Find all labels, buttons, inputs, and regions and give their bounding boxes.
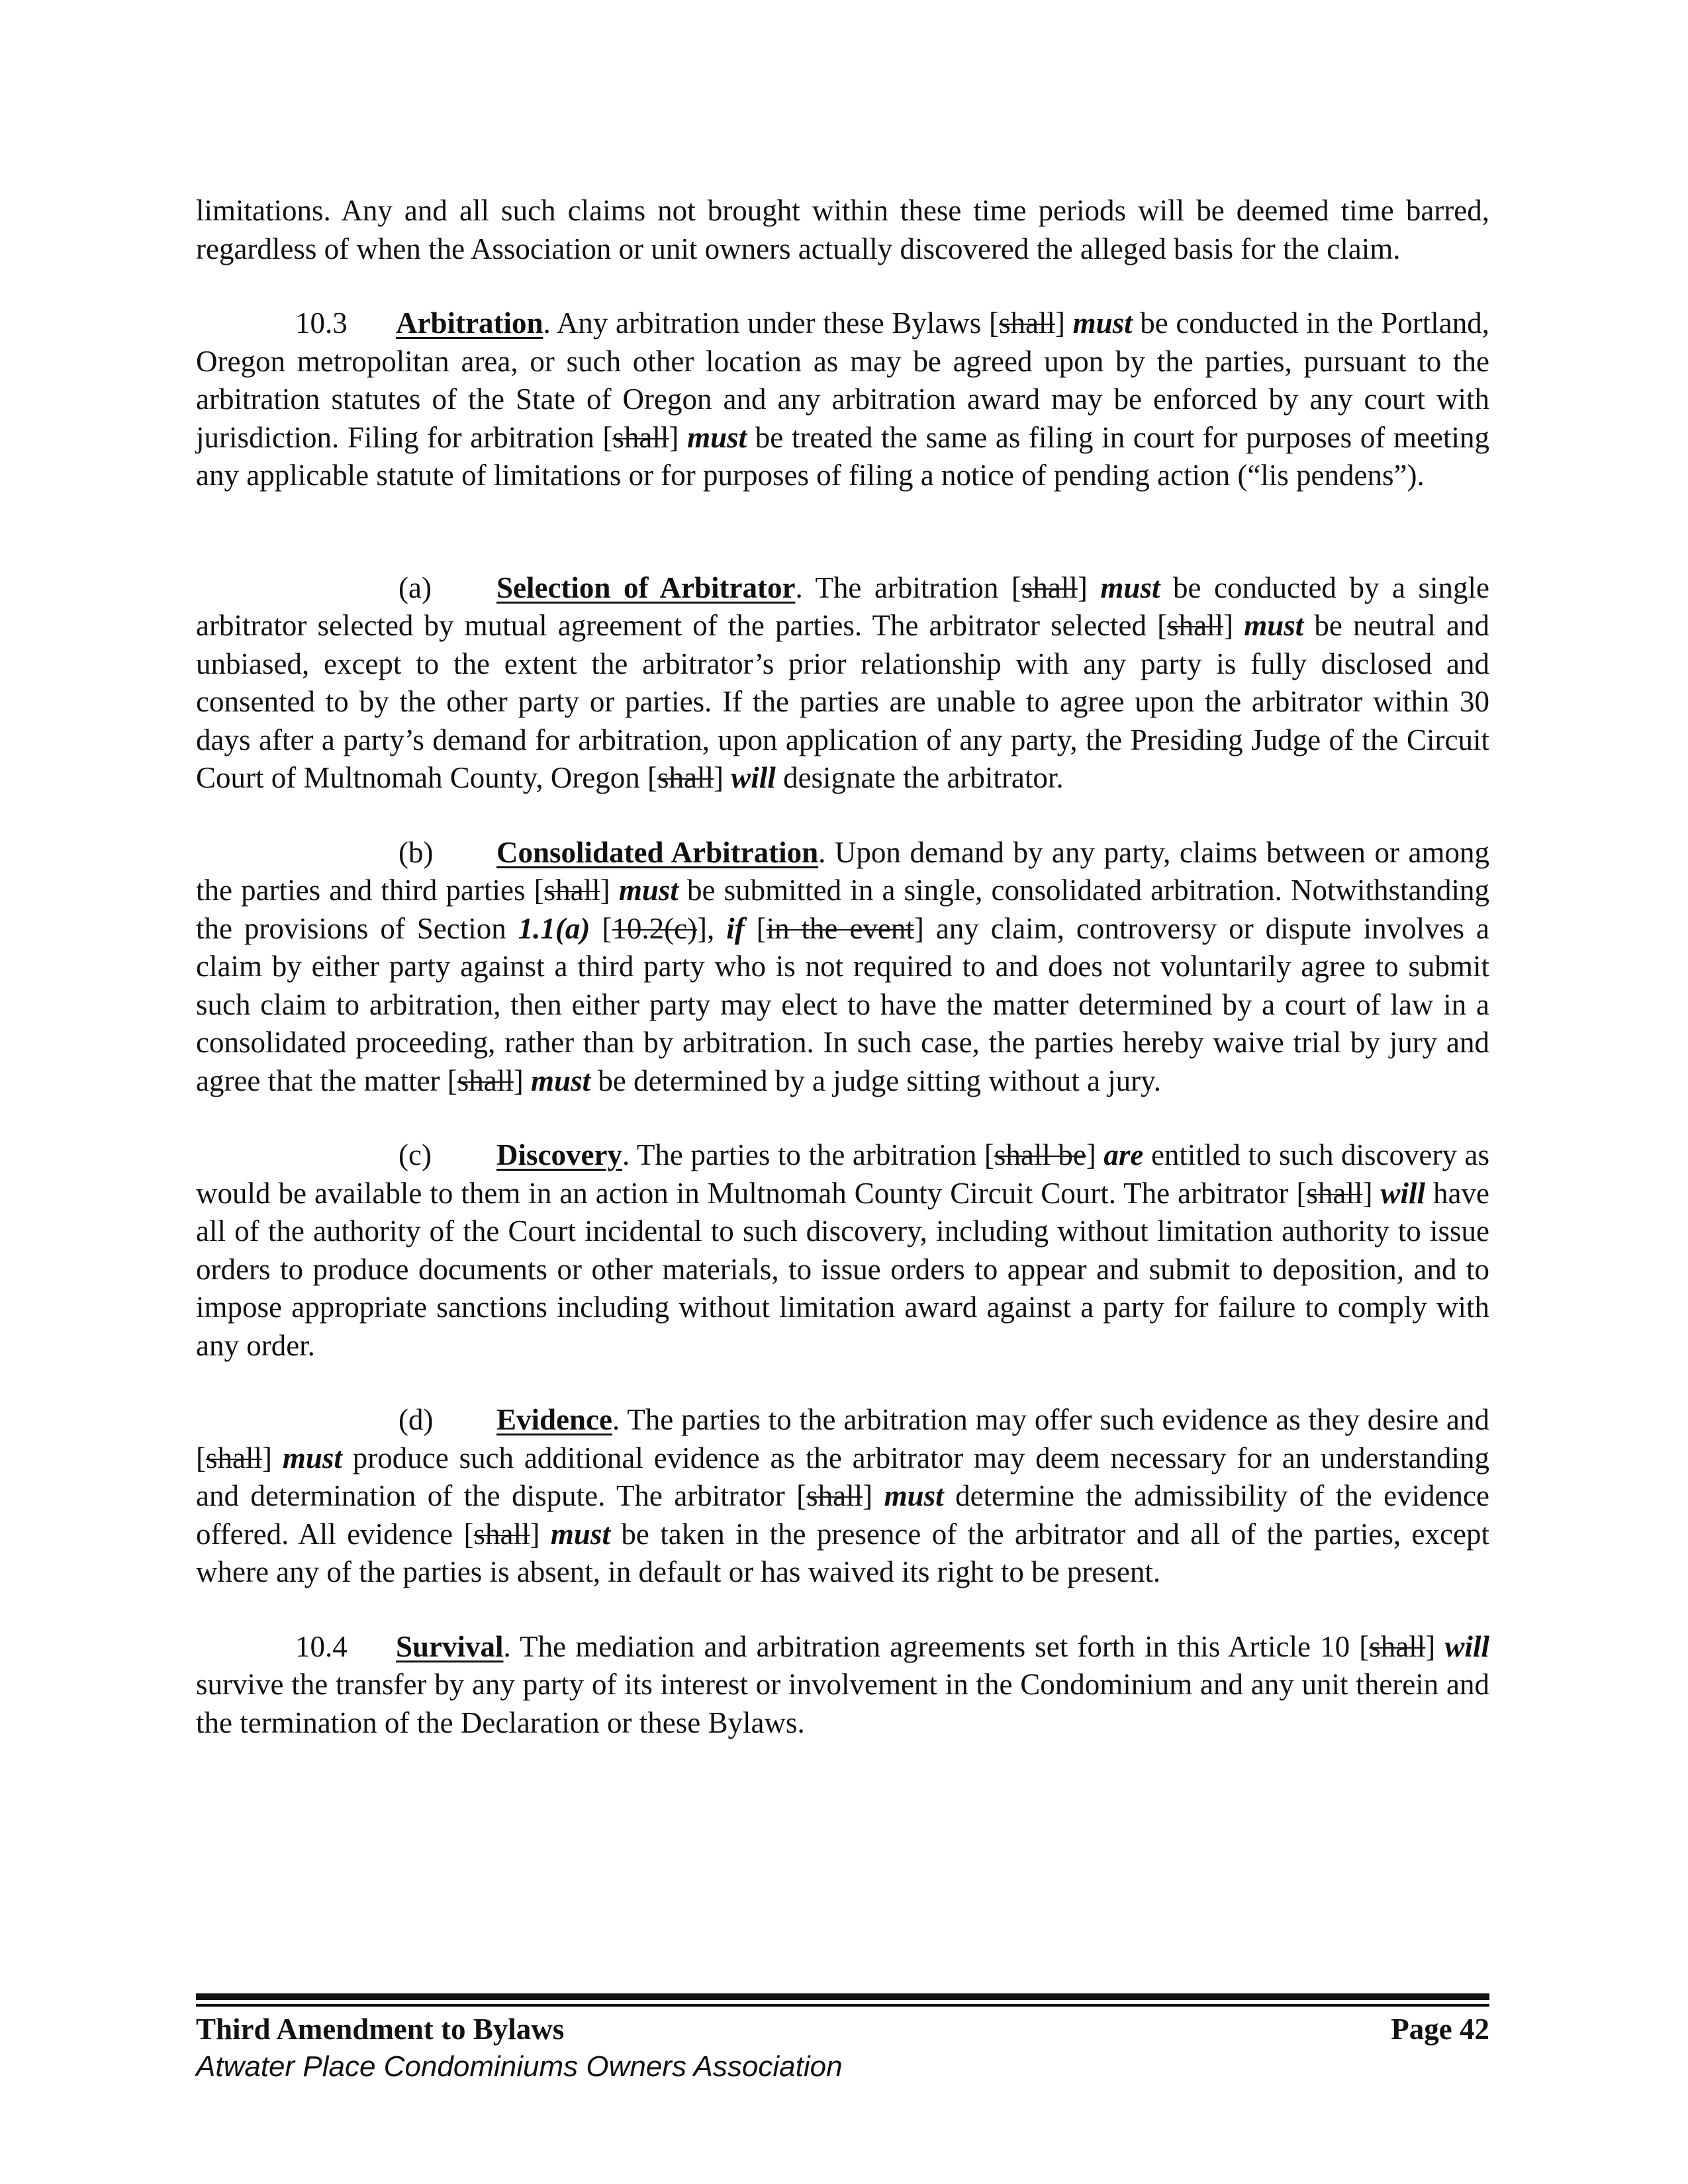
deleted-text: shall be <box>994 1138 1086 1171</box>
deleted-text: in the event <box>766 911 914 945</box>
section-10-3: 10.3 Arbitration. Any arbitration under these Bylaws [shall] must be conducted in the Portland, Oregon metropolitan area, or such other location as may be agreed upon by the parties, pursuant to the arbitration statutes of the State of Oregon and any arbitration award may be enforced by any court with jurisdiction. Filing for arbitration [shall] must be treated the same as filing in court for purposes of meeting any applicable statute of limitations or for purposes of filing a notice of pending action (“lis pendens”). <box>196 304 1489 495</box>
deleted-text: shall <box>612 420 669 454</box>
inserted-text: must <box>1072 306 1133 340</box>
paragraph-limitations: limitations. Any and all such claims not brought within these time periods will be deemed time barred, regardless of when the Association or unit owners actually discovered the alleged basis for the claim. <box>196 194 1489 265</box>
inserted-text: 1.1(a) <box>518 911 590 945</box>
inserted-text: will <box>731 761 776 794</box>
page-number: Page 42 <box>1391 2013 1489 2046</box>
footer-rule-thin <box>196 2004 1489 2007</box>
body-text <box>196 192 1489 1742</box>
inserted-text: if <box>726 911 745 945</box>
section-number: 10.4 <box>295 1629 348 1663</box>
subsection-c: (c) Discovery. The parties to the arbitration [shall be] are entitled to such discovery as would be available to them in an action in Multnomah County Circuit Court. The arbitrator [shall] will have all of the authority of the Court incidental to such discovery, including without limitation authority to issue orders to produce documents or other materials, to issue orders to appear and submit to deposition, and to impose appropriate sanctions including without limitation award against a party for failure to comply with any order. <box>196 1136 1489 1365</box>
subsection-letter: (b) <box>399 835 434 869</box>
deleted-text: shall <box>457 1064 514 1097</box>
inserted-text: will <box>1444 1629 1489 1663</box>
deleted-text: shall <box>206 1441 262 1475</box>
inserted-text: must <box>687 420 747 454</box>
deleted-text: 10.2(c) <box>612 911 698 945</box>
deleted-text: shall <box>1021 570 1078 604</box>
section-10-4: 10.4 Survival. The mediation and arbitration agreements set forth in this Article 10 [shall] will survive the transfer by any party of its interest or involvement in the Condominium and any unit therein and the termination of the Declaration or these Bylaws. <box>196 1628 1489 1743</box>
deleted-text: shall <box>543 874 600 907</box>
subsection-letter: (a) <box>399 570 432 604</box>
section-heading: Arbitration <box>396 306 543 340</box>
inserted-text: must <box>282 1441 342 1475</box>
subsection-b: (b) Consolidated Arbitration. Upon demand by any party, claims between or among the parties and third parties [shall] must be submitted in a single, consolidated arbitration. Notwithstanding the provisions of Section 1.1(a) [10.2(c)], if [in the event] any claim, controversy or dispute involves a claim by either party against a third party who is not required to and does not voluntarily agree to submit such claim to arbitration, then either party may elect to have the matter determined by a court of law in a consolidated proceeding, rather than by arbitration. In such case, the parties hereby waive trial by jury and agree that the matter [shall] must be determined by a judge sitting without a jury. <box>196 834 1489 1101</box>
footer-document-title: Third Amendment to Bylaws <box>196 2013 565 2046</box>
subsection-heading: Evidence <box>496 1403 612 1436</box>
footer-rule-thick <box>196 1993 1489 2000</box>
deleted-text: shall <box>657 761 714 794</box>
inserted-text: must <box>884 1479 944 1512</box>
footer-association-name: Atwater Place Condominiums Owners Association <box>196 2050 843 2083</box>
deleted-text: shall <box>1369 1629 1426 1663</box>
section-heading: Survival <box>396 1629 504 1663</box>
inserted-text: must <box>1100 570 1160 604</box>
subsection-d: (d) Evidence. The parties to the arbitration may offer such evidence as they desire and [shall] must produce such additional evidence as the arbitrator may deem necessary for an understanding and determination of the dispute. The arbitrator [shall] must determine the admissibility of the evidence offered. All evidence [shall] must be taken in the presence of the arbitrator and all of the parties, except where any of the parties is absent, in default or has waived its right to be present. <box>196 1401 1489 1592</box>
deleted-text: shall <box>1167 609 1224 642</box>
inserted-text: are <box>1103 1138 1144 1171</box>
inserted-text: will <box>1380 1176 1426 1210</box>
inserted-text: must <box>618 874 679 907</box>
subsection-letter: (c) <box>399 1138 432 1171</box>
subsection-heading: Discovery <box>496 1138 622 1171</box>
subsection-heading: Consolidated Arbitration <box>496 835 819 869</box>
inserted-text: must <box>531 1064 591 1097</box>
subsection-letter: (d) <box>399 1403 434 1436</box>
subsection-a: (a) Selection of Arbitrator. The arbitration [shall] must be conducted by a single arbitrator selected by mutual agreement of the parties. The arbitrator selected [shall] must be neutral and unbiased, except to the extent the arbitrator’s prior relationship with any party is fully disclosed and consented to by the other party or parties. If the parties are unable to agree upon the arbitrator within 30 days after a party’s demand for arbitration, upon application of any party, the Presiding Judge of the Circuit Court of Multnomah County, Oregon [shall] will designate the arbitrator. <box>196 569 1489 797</box>
inserted-text: must <box>1244 609 1304 642</box>
deleted-text: shall <box>806 1479 863 1512</box>
subsection-heading: Selection of Arbitrator <box>496 570 796 604</box>
inserted-text: must <box>550 1517 610 1551</box>
deleted-text: shall <box>1306 1176 1363 1210</box>
page-footer <box>196 2011 1489 2086</box>
deleted-text: shall <box>998 306 1055 340</box>
footer-title-row <box>196 2011 1489 2048</box>
deleted-text: shall <box>473 1517 530 1551</box>
section-number: 10.3 <box>295 306 348 340</box>
